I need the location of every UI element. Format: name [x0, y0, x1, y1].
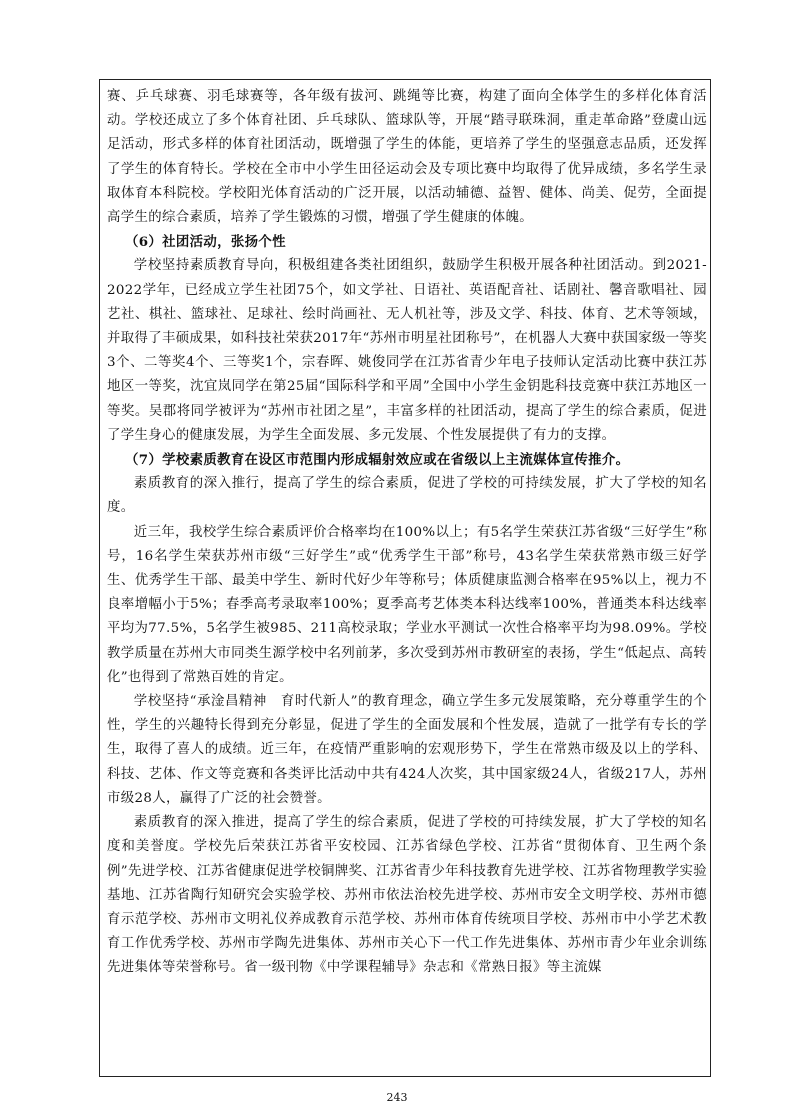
paragraph-honors: 素质教育的深入推进，提高了学生的综合素质，促进了学校的可持续发展，扩大了学校的知名度和美誉度。学校先后荣获江苏省平安校园、江苏省绿色学校、江苏省“贯彻体育、卫生两个条例”先进学校、江苏省健康促进学校铜牌奖、江苏省青少年科技教育先进学校、江苏省物理教学实验基地、江苏省陶行知研究会实验学校、苏州市依法治校先进学校、苏州市安全文明学校、苏州市德育示范学校、苏州市文明礼仪养成教育示范学校、苏州市体育传统项目学校、苏州市中小学艺术教育工作优秀学校、苏州市学陶先进集体、苏州市关心下一代工作先进集体、苏州市青少年业余训练先进集体等荣誉称号。省一级刊物《中学课程辅导》杂志和《常熟日报》等主流媒 — [107, 815, 707, 976]
section-heading-clubs: （6）社团活动，张扬个性 — [125, 234, 286, 251]
paragraph-influence-intro: 素质教育的深入推行，提高了学生的综合素质，促进了学校的可持续发展，扩大了学校的知名度。 — [107, 476, 707, 516]
paragraph-sports: 赛、乒乓球赛、羽毛球赛等，各年级有拔河、跳绳等比赛，构建了面向全体学生的多样化体育活动。学校还成立了多个体育社团、乒乓球队、篮球队等，开展“踏寻联珠洞，重走革命路”登虞山远足活动，形式多样的体育社团活动，既增强了学生的体能，更培养了学生的坚强意志品质，还发挥了学生的体育特长。学校在全市中小学生田径运动会及专项比赛中均取得了优异成绩，多名学生录取体育本科院校。学校阳光体育活动的广泛开展，以活动辅德、益智、健体、尚美、促劳，全面提高学生的综合素质，培养了学生锻炼的习惯，增强了学生健康的体魄。 — [107, 89, 707, 226]
page-number: 243 — [386, 1091, 408, 1104]
paragraph-philosophy: 学校坚持“承淦昌精神 育时代新人”的教育理念，确立学生多元发展策略，充分尊重学生的个性，学生的兴趣特长得到充分彰显，促进了学生的全面发展和个性发展，造就了一批学有专长的学生，取得了喜人的成绩。近三年，在疫情严重影响的宏观形势下，学生在常熟市级及以上的学科、科技、艺体、作文等竞赛和各类评比活动中共有424人次奖，其中国家级24人，省级217人，苏州市级28人，赢得了广泛的社会赞誉。 — [107, 694, 707, 806]
paragraph-evaluation: 近三年，我校学生综合素质评价合格率均在100%以上；有5名学生荣获江苏省级“三好学生”称号，16名学生荣获苏州市级“三好学生”或“优秀学生干部”称号，43名学生荣获常熟市级三好学生、优秀学生干部、最美中学生、新时代好少年等称号；体质健康监测合格率在95%以上，视力不良率增幅小于5%；春季高考录取率100%；夏季高考艺体类本科达线率100%，普通类本科达线率平均为77.5%，5名学生被985、211高校录取；学业水平测试一次性合格率平均为98.09%。学校教学质量在苏州大市同类生源学校中名列前茅，多次受到苏州市教研室的表扬，学生“低起点、高转化”也得到了常熟百姓的肯定。 — [107, 524, 707, 685]
section-heading-influence: （7）学校素质教育在设区市范围内形成辐射效应或在省级以上主流媒体宣传推介。 — [125, 452, 630, 469]
paragraph-clubs: 学校坚持素质教育导向，积极组建各类社团组织，鼓励学生积极开展各种社团活动。到2021-2022学年，已经成立学生社团75个，如文学社、日语社、英语配音社、话剧社、馨音歌唱社、园艺社、棋社、篮球社、足球社、绘时尚画社、无人机社等，涉及文学、科技、体育、艺术等领域，并取得了丰硕成果，如科技社荣获2017年“苏州市明星社团称号”，在机器人大赛中获国家级一等奖3个、二等奖4个、三等奖1个，宗春晖、姚俊同学在江苏省青少年电子技师认定活动比赛中获江苏地区一等奖，沈宜岚同学在第25届“国际科学和平周”全国中小学生金钥匙科技竞赛中获江苏地区一等奖。吴郡将同学被评为“苏州市社团之星”，丰富多样的社团活动，提高了学生的综合素质，促进了学生身心的健康发展，为学生全面发展、多元发展、个性发展提供了有力的支撑。 — [107, 258, 707, 443]
document-body — [107, 85, 707, 981]
